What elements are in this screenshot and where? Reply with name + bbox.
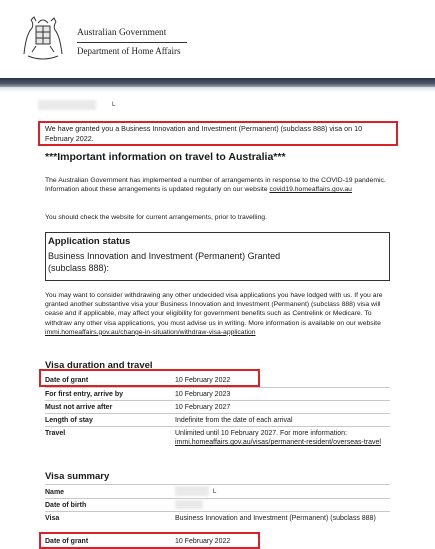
visa-duration-title: Visa duration and travel: [45, 360, 153, 371]
government-name: Australian Government: [77, 28, 167, 38]
application-status-title: Application status: [48, 236, 131, 247]
name-tail: L: [213, 489, 217, 495]
coat-of-arms-icon: [18, 14, 68, 62]
row-separator: [45, 387, 390, 388]
row-separator: [45, 498, 390, 499]
row-visa: Visa Business Innovation and Investment (Permanent) (subclass 888): [45, 515, 376, 522]
withdraw-link[interactable]: immi.homeaffairs.gov.au/change-in-situation/withdraw-visa-application: [45, 328, 256, 336]
visa-summary-title: Visa summary: [45, 471, 110, 482]
header-band: [0, 78, 435, 87]
row-separator: [45, 400, 390, 401]
check-paragraph: You should check the website for current arrangements, prior to travelling.: [45, 214, 267, 221]
withdraw-paragraph: You may want to consider withdrawing any other undecided visa applications you have lodged with us. If you are granted another substantive visa your Business Innovation and Investment (Permanent) (subclass 888) visa will cease and if applicable, may affect your eligibility for government benefits such as Centrelink or Medicare. To withdraw any other visa applications, you must advise us in writing. More information is available on our website immi.homeaffairs.gov.au/change-in-situation/withdraw-visa-application: [45, 292, 383, 336]
grant-notice: We have granted you a Business Innovation and Investment (Permanent) (subclass 888) visa on 10 February 2022.: [45, 124, 363, 143]
row-separator: [45, 426, 390, 427]
redacted-addressee: [38, 100, 96, 110]
redacted-name: [175, 486, 209, 496]
important-heading: ***Important information on travel to Australia***: [45, 151, 286, 163]
application-status-detail: Business Innovation and Investment (Permanent) Granted (subclass 888):: [48, 251, 281, 273]
row-separator: [45, 484, 390, 485]
row-separator: [45, 413, 390, 414]
letterhead: [0, 0, 435, 78]
letterhead-rule: [77, 42, 187, 43]
header-band-shadow: [0, 87, 435, 92]
department-name: Department of Home Affairs: [77, 46, 181, 56]
row-separator: [45, 511, 390, 512]
covid-paragraph: The Australian Government has implemented a number of arrangements in response to the COVID-19 pandemic. Information about these arrangements is updated regularly on our website covid19.homeaffairs.gov.au: [45, 177, 386, 194]
travel-link[interactable]: immi.homeaffairs.gov.au/visas/permanent-resident/overseas-travel: [175, 439, 381, 446]
redacted-dob: [175, 500, 203, 509]
row-travel: Travel Unlimited until 10 February 2027. For more information: immi.homeaffairs.gov.au/visas/permanent-resident/overseas-travel: [45, 430, 381, 446]
addressee-letter: L: [112, 102, 116, 108]
covid-link[interactable]: covid19.homeaffairs.gov.au: [269, 186, 352, 194]
